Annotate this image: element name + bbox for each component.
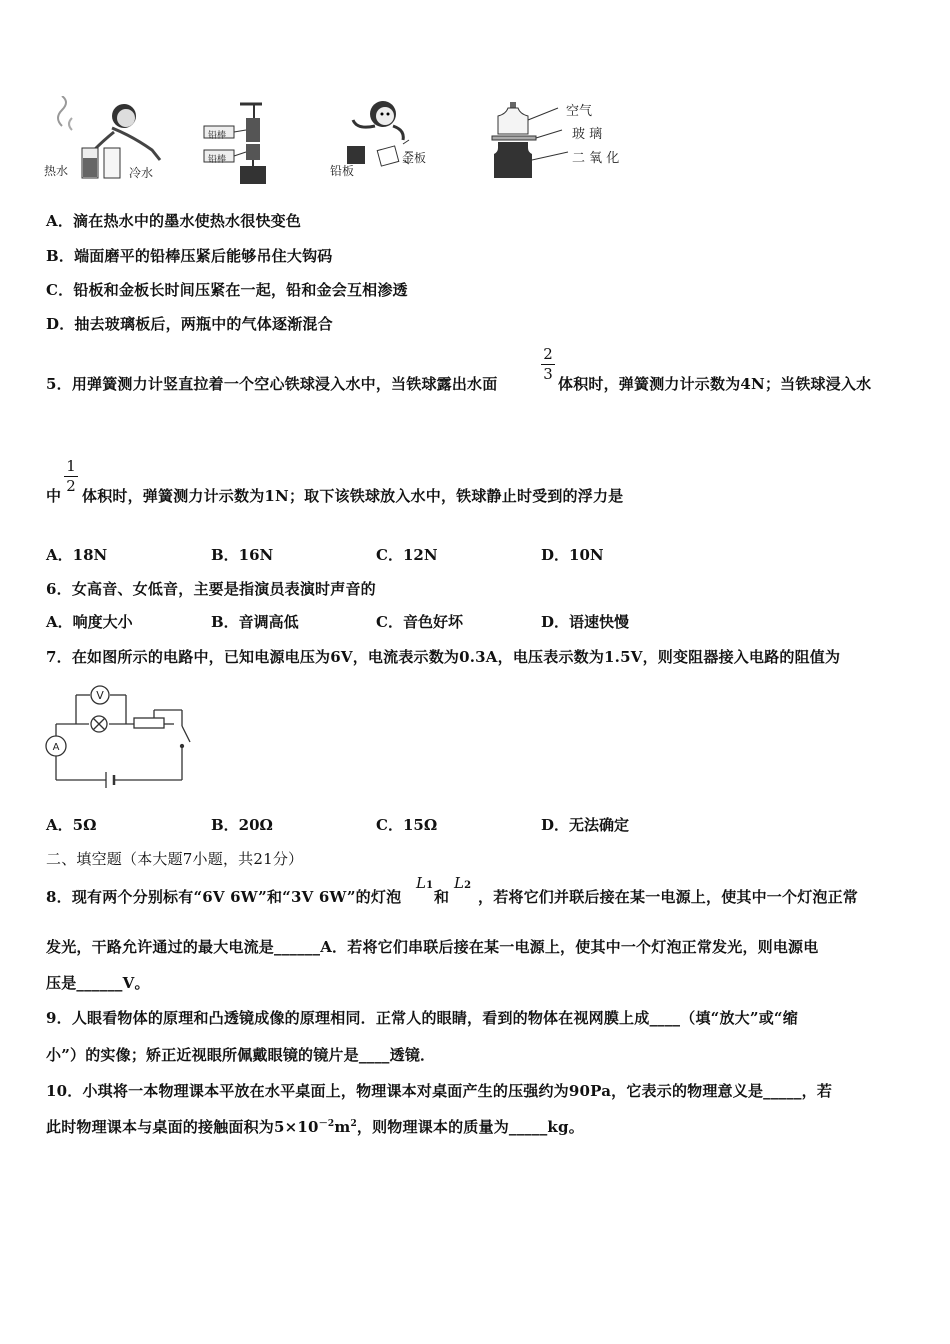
q10-exponent: －2 (318, 1119, 335, 1129)
label-lead-rod-1: 铅棒 (208, 131, 227, 141)
q5-option-d: D．10N (541, 546, 604, 564)
q8-line1b: ，若将它们并联后接在某一电源上，使其中一个灯泡正常 (478, 888, 859, 906)
q6-option-b: B．音调高低 (211, 613, 299, 631)
label-air: 空气 (566, 104, 593, 119)
q8-l2 (454, 874, 471, 892)
q5-stem-line2a: 中 (46, 487, 62, 505)
q7-stem: 7．在如图所示的电路中，已知电源电压为6V，电流表示数为0.3A，电压表示数为1.5V，则变阻器接入电路的阻值为 (46, 648, 841, 666)
circuit-voltmeter-label: V (96, 689, 104, 702)
q6-option-c: C．音色好坏 (376, 613, 463, 631)
q5-option-b: B．16N (211, 546, 274, 564)
figure-lead-rods (200, 100, 275, 186)
q7-circuit-diagram (44, 680, 194, 790)
q8-l1 (416, 874, 433, 892)
q6-option-a: A．响度大小 (46, 613, 133, 631)
q9-line2: 小”）的实像；矫正近视眼所佩戴眼镜的镜片是____透镜． (46, 1046, 436, 1064)
section-2-title: 二、填空题（本大题7小题，共21分） (46, 850, 304, 868)
q7-option-d: D．无法确定 (541, 816, 630, 834)
q5-stem-line2b: 体积时，弹簧测力计示数为1N；取下该铁球放入水中，铁球静止时受到的浮力是 (82, 487, 624, 505)
q10-line2 (46, 1116, 584, 1137)
q10-line2a: 此时物理课本与桌面的接触面积为5×10 (46, 1118, 319, 1136)
q4-option-b: B．端面磨平的铅棒压紧后能够吊住大钩码 (46, 247, 333, 265)
q8-l1-symbol: L (416, 874, 427, 892)
label-co2: 二 氧 化 (572, 151, 620, 166)
q8-l2-sub: 2 (464, 880, 472, 891)
q6-option-d: D．语速快慢 (541, 613, 630, 631)
label-lead-plate: 铅板 (330, 164, 355, 178)
q8-l2-symbol: L (454, 874, 465, 892)
q7-option-a: A．5Ω (46, 816, 97, 834)
q8-line3: 压是______V。 (46, 974, 150, 992)
figure-gas-bottles (488, 98, 628, 186)
q8-and: 和 (434, 888, 450, 906)
q4-option-a: A．滴在热水中的墨水使热水很快变色 (46, 212, 302, 230)
q8-l1-sub: 1 (426, 880, 434, 891)
q5-frac2-denominator: 2 (66, 477, 76, 495)
q8-line1a: 8．现有两个分别标有“6V 6W”和“3V 6W”的灯泡 (46, 888, 402, 906)
q8-line2: 发光，干路允许通过的最大电流是______A．若将它们串联后接在某一电源上，使其中一个灯泡正常发光，则电源电 (46, 938, 819, 956)
q5-fraction-one-half (64, 458, 78, 495)
q5-stem-line1b: 体积时，弹簧测力计示数为4N；当铁球浸入水 (558, 375, 872, 393)
q10-line1: 10．小琪将一本物理课本平放在水平桌面上，物理课本对桌面产生的压强约为90Pa，它表示的物理意义是_____，若 (46, 1082, 833, 1100)
q5-frac2-numerator: 1 (66, 457, 76, 475)
q9-line1: 9．人眼看物体的原理和凸透镜成像的原理相同．正常人的眼睛，看到的物体在视网膜上成____（填“放大”或“缩 (46, 1009, 798, 1027)
q6-stem: 6．女高音、女低音，主要是指演员表演时声音的 (46, 580, 376, 598)
q4-option-d: D．抽去玻璃板后，两瓶中的气体逐渐混合 (46, 315, 333, 333)
q5-fraction-two-thirds (541, 346, 555, 383)
label-cold-water: 冷水 (129, 166, 154, 180)
q5-option-a: A．18N (46, 546, 108, 564)
circuit-ammeter-label: A (52, 742, 60, 753)
label-hot-water: 热水 (44, 164, 69, 178)
q4-option-c: C．铅板和金板长时间压紧在一起，铅和金会互相渗透 (46, 281, 408, 299)
q5-stem-line1a: 5．用弹簧测力计竖直拉着一个空心铁球浸入水中，当铁球露出水面 (46, 375, 498, 393)
q7-option-c: C．15Ω (376, 816, 438, 834)
q5-option-c: C．12N (376, 546, 438, 564)
label-gold-plate: 金板 (402, 151, 427, 165)
q5-frac1-denominator: 3 (543, 365, 553, 383)
q5-frac1-numerator: 2 (543, 345, 553, 363)
q7-option-b: B．20Ω (211, 816, 273, 834)
q10-line2b: m (334, 1118, 351, 1136)
label-glass: 玻 璃 (572, 127, 603, 142)
q10-square: 2 (350, 1119, 357, 1129)
q10-line2c: ，则物理课本的质量为_____kg。 (356, 1118, 584, 1136)
label-lead-rod-2: 铅棒 (208, 155, 227, 165)
